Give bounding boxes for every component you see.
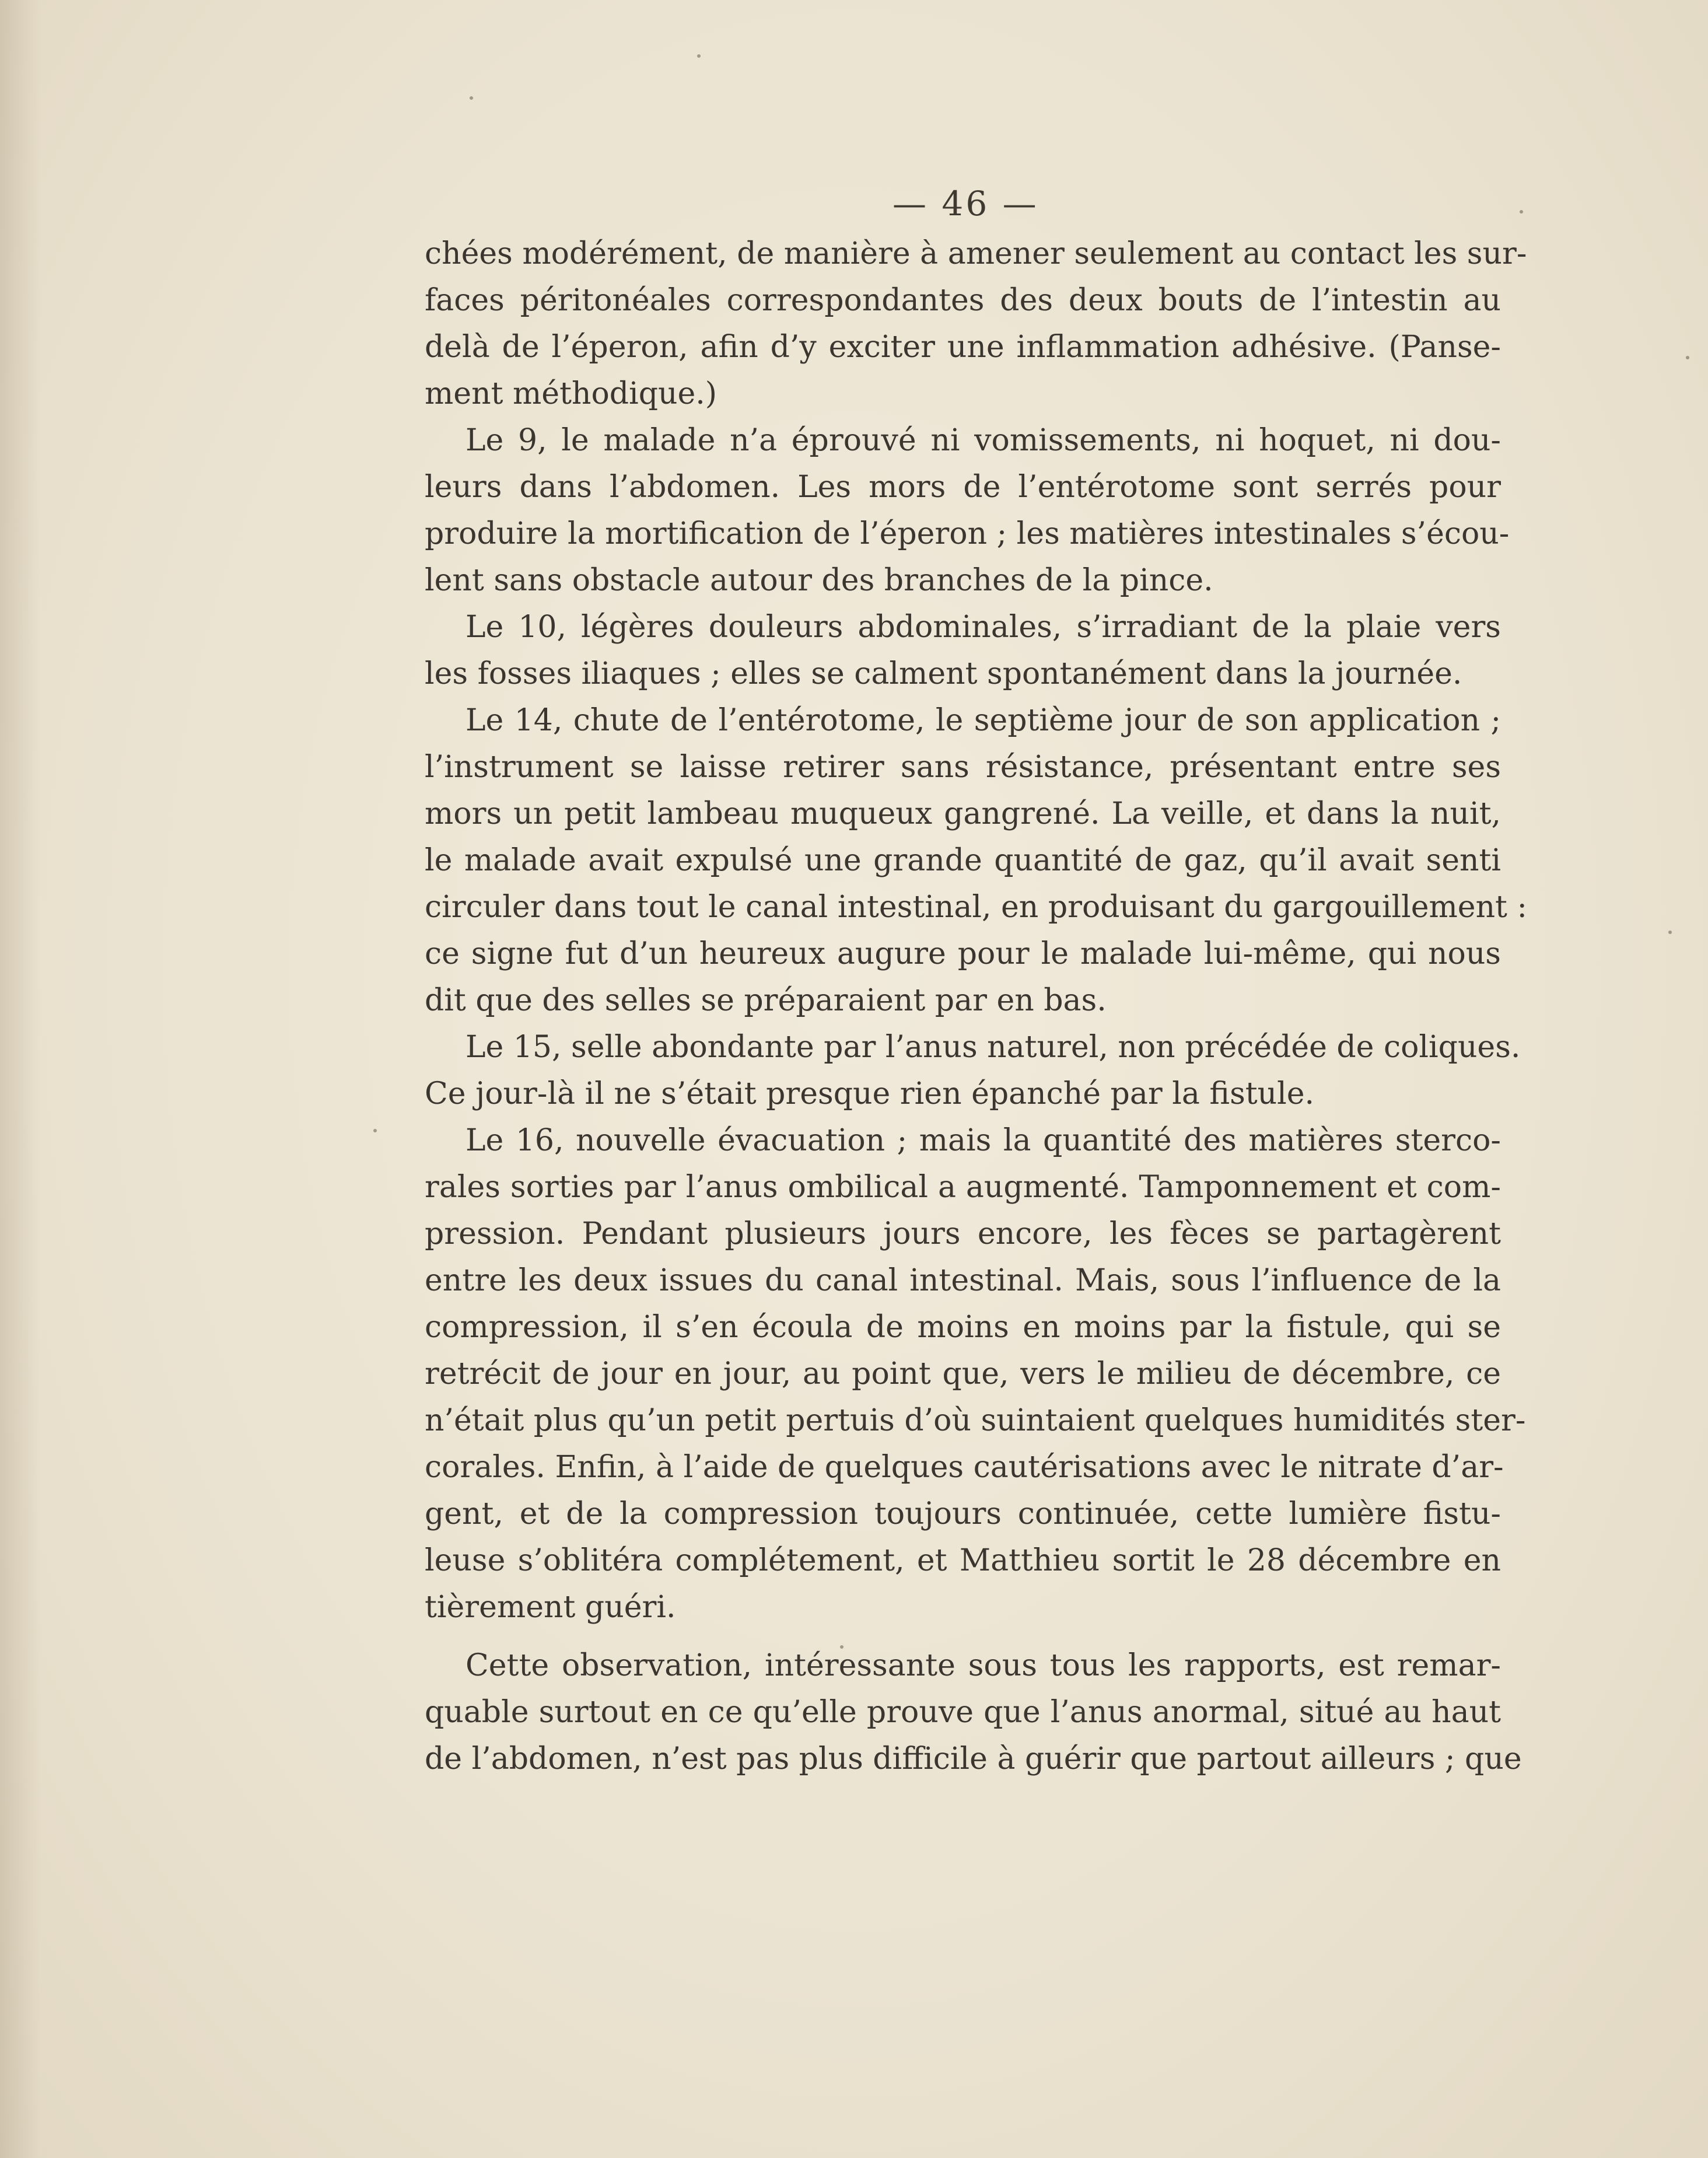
text-line: circuler dans tout le canal intestinal, en produisant du gargouillement : xyxy=(425,890,1528,925)
text-line: Le 9, le malade n’a éprouvé ni vomissements, ni hoquet, ni dou- xyxy=(466,423,1501,458)
text-line: corales. Enfin, à l’aide de quelques cautérisations avec le nitrate d’ar- xyxy=(425,1450,1504,1485)
text-line: leurs dans l’abdomen. Les mors de l’entérotome sont serrés pour xyxy=(425,470,1501,505)
paper-speck xyxy=(697,54,701,58)
paper-speck xyxy=(1520,210,1523,214)
text-line: delà de l’éperon, afin d’y exciter une inflammation adhésive. (Panse- xyxy=(425,330,1501,365)
paragraph xyxy=(425,1117,1526,1631)
text-line: le malade avait expulsé une grande quantité de gaz, qu’il avait senti xyxy=(425,843,1501,878)
text-line: les fosses iliaques ; elles se calment spontanément dans la journée. xyxy=(425,656,1462,691)
text-line: ment méthodique.) xyxy=(425,376,718,411)
paper-speck xyxy=(1668,931,1672,934)
text-line: dit que des selles se préparaient par en bas. xyxy=(425,983,1107,1018)
text-line: Ce jour-là il ne s’était presque rien épanché par la fistule. xyxy=(425,1076,1315,1111)
text-line: produire la mortification de l’éperon ; les matières intestinales s’écou- xyxy=(425,516,1510,551)
text-line: Le 16, nouvelle évacuation ; mais la quantité des matières sterco- xyxy=(466,1123,1501,1158)
text-line: compression, il s’en écoula de moins en moins par la fistule, qui se xyxy=(425,1310,1501,1345)
body-text xyxy=(425,230,1528,1782)
text-line: rales sorties par l’anus ombilical a augmenté. Tamponnement et com- xyxy=(425,1170,1501,1205)
paragraph xyxy=(425,1024,1521,1117)
text-line: faces péritonéales correspondantes des deux bouts de l’intestin au xyxy=(425,283,1501,318)
text-line: quable surtout en ce qu’elle prouve que l’anus anormal, situé au haut xyxy=(425,1695,1501,1730)
paper-speck xyxy=(373,1129,377,1132)
paper-speck xyxy=(1686,356,1689,359)
text-line: Cette observation, intéressante sous tous les rapports, est remar- xyxy=(466,1648,1501,1683)
paragraph xyxy=(425,417,1510,604)
text-line: pression. Pendant plusieurs jours encore, les fèces se partagèrent xyxy=(425,1216,1501,1251)
text-line: entre les deux issues du canal intestinal. Mais, sous l’influence de la xyxy=(425,1263,1501,1298)
text-line: n’était plus qu’un petit pertuis d’où suintaient quelques humidités ster- xyxy=(425,1403,1526,1438)
paragraph xyxy=(425,230,1527,417)
spine-shadow xyxy=(0,0,41,2158)
paper-speck xyxy=(470,96,473,100)
text-line: de l’abdomen, n’est pas plus difficile à guérir que partout ailleurs ; que xyxy=(425,1741,1522,1776)
paragraph xyxy=(425,1642,1522,1782)
text-line: leuse s’oblitéra complétement, et Matthieu sortit le 28 décembre en xyxy=(425,1543,1501,1578)
page-number: — 46 — xyxy=(892,184,1039,223)
paragraph-gap xyxy=(425,1631,1501,1642)
text-line: ce signe fut d’un heureux augure pour le malade lui-même, qui nous xyxy=(425,936,1501,971)
text-line: gent, et de la compression toujours continuée, cette lumière fistu- xyxy=(425,1496,1501,1531)
text-line: Le 10, légères douleurs abdominales, s’irradiant de la plaie vers xyxy=(466,610,1501,645)
text-line: mors un petit lambeau muqueux gangrené. La veille, et dans la nuit, xyxy=(425,796,1501,831)
text-line: retrécit de jour en jour, au point que, vers le milieu de décembre, ce xyxy=(425,1356,1501,1391)
paragraph xyxy=(425,604,1501,697)
text-line: Le 15, selle abondante par l’anus naturel, non précédée de coliques. xyxy=(466,1030,1521,1065)
text-line: Le 14, chute de l’entérotome, le septième jour de son application ; xyxy=(466,703,1501,738)
text-line: lent sans obstacle autour des branches de la pince. xyxy=(425,563,1213,598)
text-line: tièrement guéri. xyxy=(425,1590,676,1625)
paragraph xyxy=(425,697,1528,1024)
text-line: chées modérément, de manière à amener seulement au contact les sur- xyxy=(425,236,1527,271)
text-line: l’instrument se laisse retirer sans résistance, présentant entre ses xyxy=(425,750,1501,785)
